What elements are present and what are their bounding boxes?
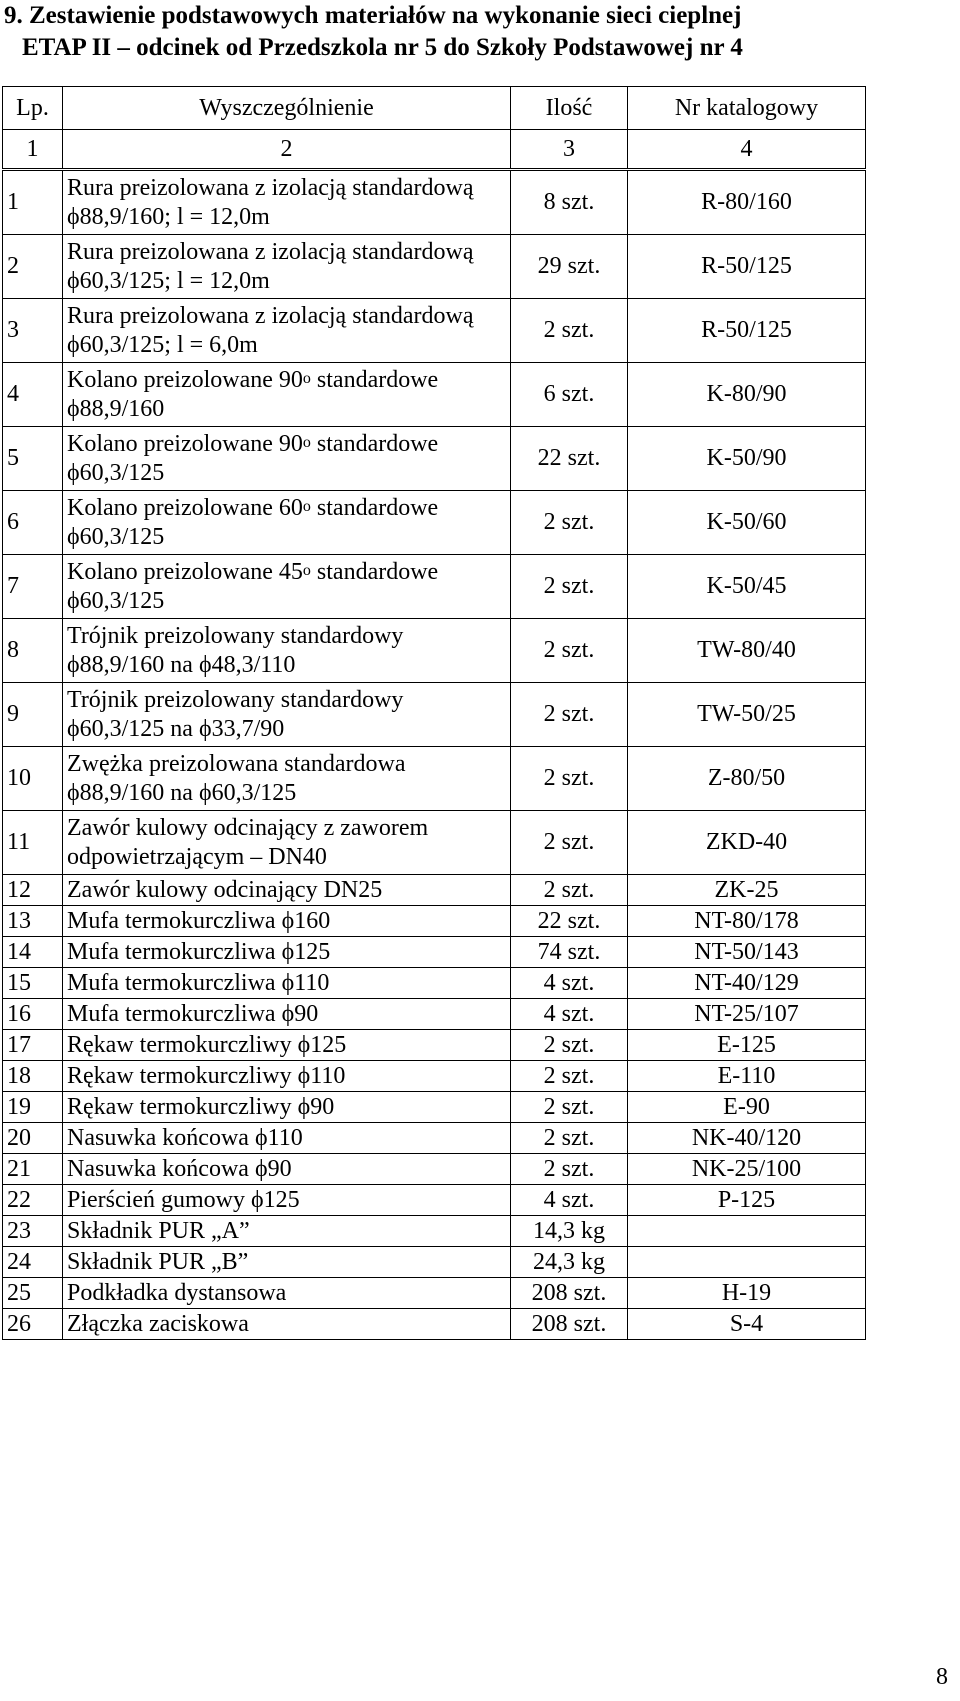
row-quantity: 29 szt. (511, 235, 628, 299)
row-quantity: 2 szt. (511, 491, 628, 555)
row-quantity: 22 szt. (511, 906, 628, 937)
description-text: Kolano preizolowane 90 (67, 366, 303, 393)
description-line-1: Rura preizolowana z izolacją standardową (67, 174, 474, 201)
row-quantity: 2 szt. (511, 875, 628, 906)
row-catalog-number (628, 1216, 866, 1247)
row-number: 16 (3, 999, 63, 1030)
row-description: Mufa termokurczliwa ϕ160 (63, 906, 511, 937)
table-row (3, 683, 866, 747)
row-catalog-number: E-110 (628, 1061, 866, 1092)
degree-superscript: o (302, 561, 311, 579)
description-text: standardowe (310, 366, 439, 393)
description-text: Kolano preizolowane 45 (67, 558, 303, 585)
document-title (4, 0, 956, 64)
table-row (3, 1092, 866, 1123)
column-number: 3 (511, 130, 628, 170)
table-row (3, 811, 866, 875)
table-row (3, 1309, 866, 1340)
row-quantity: 2 szt. (511, 555, 628, 619)
row-catalog-number: E-125 (628, 1030, 866, 1061)
row-quantity: 2 szt. (511, 683, 628, 747)
table-row (3, 1030, 866, 1061)
row-quantity: 2 szt. (511, 619, 628, 683)
degree-superscript: o (302, 497, 311, 515)
table-row (3, 1247, 866, 1278)
column-number: 4 (628, 130, 866, 170)
description-line-1 (67, 366, 506, 395)
row-number: 18 (3, 1061, 63, 1092)
description-line-1 (67, 558, 506, 587)
description-line-2: ϕ60,3/125; l = 6,0m (67, 331, 258, 358)
row-description (63, 491, 511, 555)
row-number: 10 (3, 747, 63, 811)
degree-superscript: o (302, 433, 311, 451)
table-row (3, 875, 866, 906)
row-quantity: 2 szt. (511, 747, 628, 811)
table-row (3, 999, 866, 1030)
description-text: standardowe (310, 430, 439, 457)
row-description: Rękaw termokurczliwy ϕ110 (63, 1061, 511, 1092)
row-catalog-number: H-19 (628, 1278, 866, 1309)
row-number: 1 (3, 170, 63, 235)
row-number: 26 (3, 1309, 63, 1340)
row-catalog-number: R-50/125 (628, 235, 866, 299)
row-description (63, 363, 511, 427)
row-number: 25 (3, 1278, 63, 1309)
row-catalog-number: P-125 (628, 1185, 866, 1216)
row-number: 13 (3, 906, 63, 937)
row-number: 24 (3, 1247, 63, 1278)
row-quantity: 208 szt. (511, 1278, 628, 1309)
row-catalog-number: NK-40/120 (628, 1123, 866, 1154)
description-line-1: Trójnik preizolowany standardowy (67, 622, 404, 649)
row-catalog-number: K-50/45 (628, 555, 866, 619)
title-line-2: ETAP II – odcinek od Przedszkola nr 5 do Szkoły Podstawowej nr 4 (22, 34, 743, 61)
row-quantity: 2 szt. (511, 1092, 628, 1123)
row-catalog-number: NT-80/178 (628, 906, 866, 937)
header-row (3, 87, 866, 130)
description-line-1: Trójnik preizolowany standardowy (67, 686, 404, 713)
table-row (3, 427, 866, 491)
row-number: 15 (3, 968, 63, 999)
table-row (3, 363, 866, 427)
description-line-1: Rura preizolowana z izolacją standardową (67, 302, 474, 329)
row-number: 20 (3, 1123, 63, 1154)
row-description: Nasuwka końcowa ϕ110 (63, 1123, 511, 1154)
row-description: Zawór kulowy odcinający DN25 (63, 875, 511, 906)
table-row (3, 491, 866, 555)
row-description (63, 299, 511, 363)
row-description: Mufa termokurczliwa ϕ110 (63, 968, 511, 999)
row-catalog-number: K-80/90 (628, 363, 866, 427)
table-row (3, 937, 866, 968)
degree-superscript: o (302, 369, 311, 387)
row-number: 2 (3, 235, 63, 299)
row-description: Pierścień gumowy ϕ125 (63, 1185, 511, 1216)
row-quantity: 2 szt. (511, 1154, 628, 1185)
row-catalog-number: ZK-25 (628, 875, 866, 906)
row-catalog-number: NT-25/107 (628, 999, 866, 1030)
row-description: Nasuwka końcowa ϕ90 (63, 1154, 511, 1185)
row-description (63, 811, 511, 875)
row-number: 4 (3, 363, 63, 427)
row-catalog-number: E-90 (628, 1092, 866, 1123)
row-catalog-number: NT-50/143 (628, 937, 866, 968)
column-number: 1 (3, 130, 63, 170)
row-catalog-number: S-4 (628, 1309, 866, 1340)
row-quantity: 2 szt. (511, 1061, 628, 1092)
row-catalog-number: TW-80/40 (628, 619, 866, 683)
row-description (63, 235, 511, 299)
row-quantity: 2 szt. (511, 299, 628, 363)
row-number: 19 (3, 1092, 63, 1123)
row-number: 21 (3, 1154, 63, 1185)
row-description (63, 170, 511, 235)
row-quantity: 4 szt. (511, 1185, 628, 1216)
row-catalog-number: ZKD-40 (628, 811, 866, 875)
table-row (3, 555, 866, 619)
description-text: standardowe (310, 558, 439, 585)
table-row (3, 235, 866, 299)
row-quantity: 22 szt. (511, 427, 628, 491)
row-description (63, 427, 511, 491)
row-number: 14 (3, 937, 63, 968)
description-line-2: ϕ60,3/125 (67, 587, 165, 614)
description-line-2: odpowietrzającym – DN40 (67, 843, 327, 870)
description-line-2: ϕ88,9/160 (67, 395, 165, 422)
row-number: 12 (3, 875, 63, 906)
description-line-1 (67, 494, 506, 523)
row-number: 6 (3, 491, 63, 555)
table-row (3, 968, 866, 999)
header-description: Wyszczególnienie (63, 87, 511, 130)
row-quantity: 208 szt. (511, 1309, 628, 1340)
row-number: 9 (3, 683, 63, 747)
row-quantity: 6 szt. (511, 363, 628, 427)
row-quantity: 24,3 kg (511, 1247, 628, 1278)
description-line-1: Rura preizolowana z izolacją standardową (67, 238, 474, 265)
row-description (63, 683, 511, 747)
description-line-2: ϕ88,9/160 na ϕ48,3/110 (67, 651, 296, 678)
table-row (3, 1123, 866, 1154)
row-catalog-number: Z-80/50 (628, 747, 866, 811)
row-description: Składnik PUR „A” (63, 1216, 511, 1247)
row-quantity: 14,3 kg (511, 1216, 628, 1247)
row-catalog-number (628, 1247, 866, 1278)
title-line-1: 9. Zestawienie podstawowych materiałów na wykonanie sieci cieplnej (4, 2, 742, 29)
table-row (3, 299, 866, 363)
description-line-2: ϕ88,9/160; l = 12,0m (67, 203, 270, 230)
row-number: 8 (3, 619, 63, 683)
row-quantity: 74 szt. (511, 937, 628, 968)
description-line-1: Zawór kulowy odcinający z zaworem (67, 814, 429, 841)
row-quantity: 2 szt. (511, 811, 628, 875)
row-catalog-number: NT-40/129 (628, 968, 866, 999)
row-description: Mufa termokurczliwa ϕ125 (63, 937, 511, 968)
row-description (63, 747, 511, 811)
description-line-1: Zwężka preizolowana standardowa (67, 750, 406, 777)
header-catalog-number: Nr katalogowy (628, 87, 866, 130)
row-description: Mufa termokurczliwa ϕ90 (63, 999, 511, 1030)
row-quantity: 8 szt. (511, 170, 628, 235)
row-catalog-number: NK-25/100 (628, 1154, 866, 1185)
row-number: 22 (3, 1185, 63, 1216)
row-catalog-number: K-50/90 (628, 427, 866, 491)
row-quantity: 2 szt. (511, 1123, 628, 1154)
column-number-row (3, 130, 866, 170)
row-description (63, 619, 511, 683)
row-number: 17 (3, 1030, 63, 1061)
row-quantity: 2 szt. (511, 1030, 628, 1061)
page-number: 8 (936, 1664, 948, 1690)
table-row (3, 747, 866, 811)
row-number: 7 (3, 555, 63, 619)
header-lp: Lp. (3, 87, 63, 130)
row-catalog-number: K-50/60 (628, 491, 866, 555)
description-line-2: ϕ88,9/160 na ϕ60,3/125 (67, 779, 297, 806)
description-text: Kolano preizolowane 60 (67, 494, 303, 521)
row-number: 11 (3, 811, 63, 875)
table-row (3, 1154, 866, 1185)
table-row (3, 1278, 866, 1309)
row-catalog-number: R-80/160 (628, 170, 866, 235)
header-quantity: Ilość (511, 87, 628, 130)
row-description (63, 555, 511, 619)
row-quantity: 4 szt. (511, 968, 628, 999)
table-row (3, 1185, 866, 1216)
row-number: 3 (3, 299, 63, 363)
column-number: 2 (63, 130, 511, 170)
row-description: Składnik PUR „B” (63, 1247, 511, 1278)
row-catalog-number: TW-50/25 (628, 683, 866, 747)
row-number: 23 (3, 1216, 63, 1247)
row-description: Złączka zaciskowa (63, 1309, 511, 1340)
row-catalog-number: R-50/125 (628, 299, 866, 363)
row-description: Rękaw termokurczliwy ϕ90 (63, 1092, 511, 1123)
table-row (3, 1216, 866, 1247)
materials-table (2, 86, 866, 1340)
row-description: Rękaw termokurczliwy ϕ125 (63, 1030, 511, 1061)
table-row (3, 906, 866, 937)
description-line-2: ϕ60,3/125 na ϕ33,7/90 (67, 715, 285, 742)
description-line-1 (67, 430, 506, 459)
description-line-2: ϕ60,3/125 (67, 459, 165, 486)
row-number: 5 (3, 427, 63, 491)
description-text: Kolano preizolowane 90 (67, 430, 303, 457)
description-text: standardowe (310, 494, 439, 521)
description-line-2: ϕ60,3/125; l = 12,0m (67, 267, 270, 294)
row-description: Podkładka dystansowa (63, 1278, 511, 1309)
table-row (3, 619, 866, 683)
table-row (3, 1061, 866, 1092)
table-row (3, 170, 866, 235)
row-quantity: 4 szt. (511, 999, 628, 1030)
description-line-2: ϕ60,3/125 (67, 523, 165, 550)
